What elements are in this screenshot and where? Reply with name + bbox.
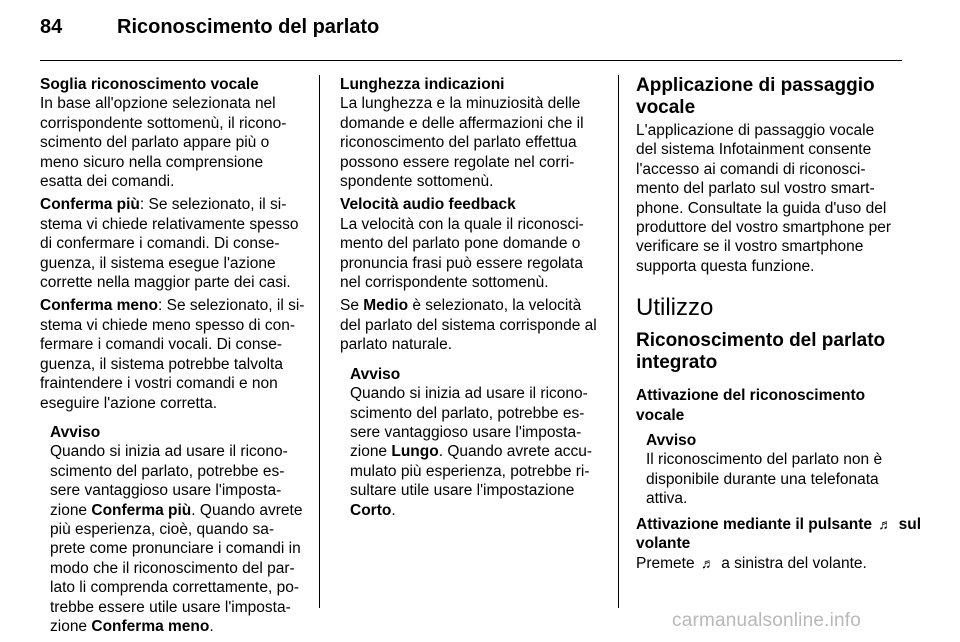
header-rule (40, 60, 902, 61)
voice-control-icon: ♬ (878, 515, 893, 532)
note-title: Avviso (646, 432, 697, 450)
note-box: Avviso Quando si inizia ad usare il ricono- scimento del parlato, potrebbe es- sere vantaggioso usare l'imposta- zione Conferma più. Quando avrete più esperienza, cioè, quando sa- prete come pronunciare i comandi in modo che il riconoscimento del par- lato li comprenda correttamente, po- trebbe essere utile usare l'imposta- zione Conferma meno. (50, 423, 308, 636)
option-label: Conferma meno (40, 297, 158, 315)
page-header (40, 16, 902, 50)
column-2 (340, 75, 608, 524)
note-title: Avviso (50, 423, 101, 441)
page-title: Riconoscimento del parlato (117, 16, 380, 38)
page-number: 84 (40, 16, 63, 38)
subsection-heading: Riconoscimento del parlato integrato (636, 330, 886, 374)
minor-heading: Attivazione mediante il pulsante ♬ sul volante (636, 515, 921, 553)
note-title: Avviso (350, 365, 401, 383)
column-1 (40, 75, 308, 640)
paragraph: Conferma meno: Se selezionato, il si- stema vi chiede meno spesso di con- fermare i comandi vocali. Di conse- guenza, il sistema potrebbe talvolta fraintendere i vostri comandi e non eseguire l'azione corretta. (40, 297, 305, 412)
note-box: Avviso Il riconoscimento del parlato non è disponibile durante una telefonata attiva. (646, 431, 904, 509)
minor-heading: Attivazione del riconoscimento vocale (636, 387, 866, 424)
section-heading: Velocità audio feedback (340, 196, 516, 214)
option-label: Conferma più (40, 196, 140, 214)
section-heading: Soglia riconoscimento vocale (40, 76, 259, 93)
paragraph: In base all'opzione selezionata nel corrispondente sottomenù, il ricono- scimento del parlato appare più o meno sicuro nella comprensione esatta dei comandi. (40, 95, 287, 191)
paragraph: Se Medio è selezionato, la velocità del parlato del sistema corrisponde al parlato naturale. (340, 297, 597, 354)
column-3 (636, 75, 921, 577)
paragraph: Premete ♬ a sinistra del volante. (636, 554, 867, 572)
note-box: Avviso Quando si inizia ad usare il ricono- scimento del parlato, potrebbe es- sere vantaggioso usare l'imposta- zione Lungo. Quando avrete accu- mulato più esperienza, potrebbe ri- sultare utile usare l'impostazione Corto. (350, 365, 608, 520)
column-divider-1 (319, 75, 320, 608)
voice-control-icon: ♬ (700, 554, 715, 571)
paragraph: La velocità con la quale il riconosci- mento del parlato pone domande o pronuncia frasi può essere regolata nel corrispondente sottomenù. (340, 215, 584, 292)
column-divider-2 (618, 75, 619, 608)
section-heading: Lunghezza indicazioni (340, 76, 505, 93)
paragraph: L'applicazione di passaggio vocale del sistema Infotainment consente l'accesso ai comandi di riconosci- mento del parlato sul vostro smart- phone. Consultate la guida d'uso del produttore del vostro smartphone per verificare se il vostro smartphone supporta questa funzione. (636, 122, 892, 275)
paragraph: Conferma più: Se selezionato, il si- stema vi chiede relativamente spesso di confermare i comandi. Di conse- guenza, il sistema esegue l'azione corrette nella maggior parte dei casi. (40, 196, 299, 292)
chapter-heading: Utilizzo (636, 294, 714, 322)
watermark: carmanualsonline.info (672, 610, 862, 631)
paragraph: La lunghezza e la minuziosità delle domande e delle affermazioni che il riconoscimento del parlato effettua possono essere regolate nel corri- spondente sottomenù. (340, 95, 584, 191)
section-heading: Applicazione di passaggio vocale (636, 75, 875, 118)
